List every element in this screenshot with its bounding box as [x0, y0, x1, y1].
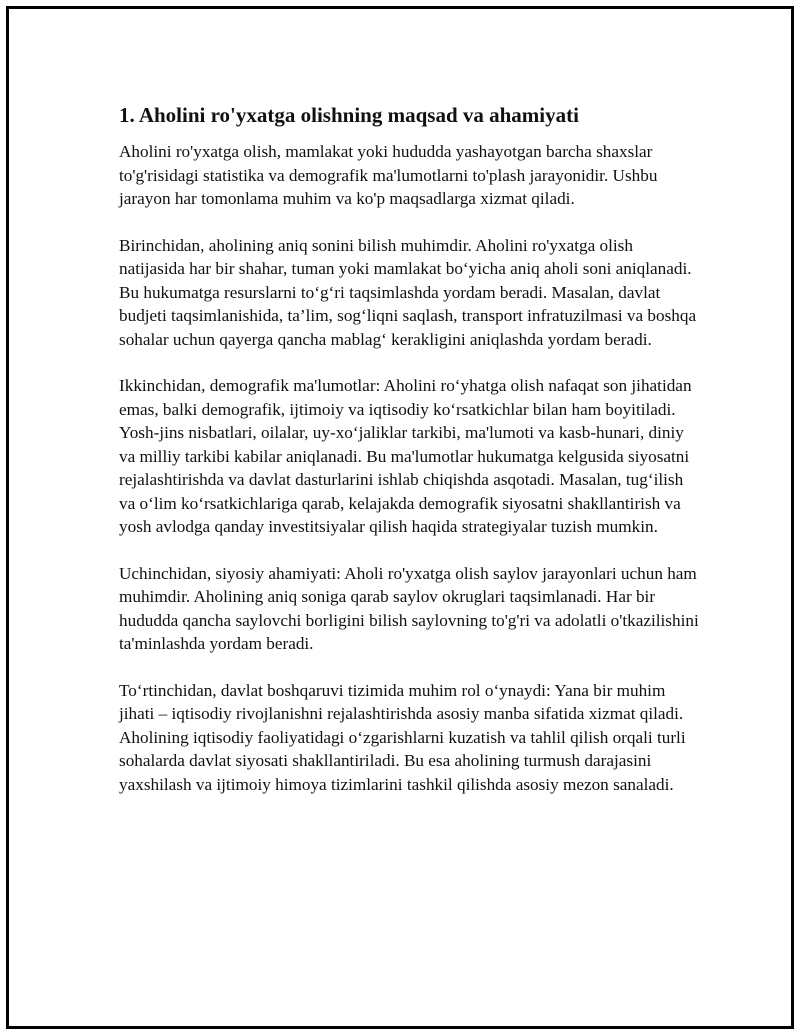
document-body	[119, 101, 699, 819]
paragraph-third: Uchinchidan, siyosiy ahamiyati: Aholi ro'yxatga olish saylov jarayonlari uchun ham muhimdir. Aholining aniq soniga qarab saylov okruglari taqsimlanadi. Har bir hududda qancha saylovchi borligini bilish saylovning to'g'ri va adolatli o'tkazilishini ta'minlashda yordam beradi.	[119, 563, 699, 653]
page-frame	[6, 6, 794, 1029]
section-heading: 1. Aholini ro'yxatga olishning maqsad va ahamiyati	[119, 103, 579, 127]
paragraph-fourth: To‘rtinchidan, davlat boshqaruvi tizimida muhim rol o‘ynaydi: Yana bir muhim jihati – iqtisodiy rivojlanishni rejalashtirishda asosiy manba sifatida xizmat qiladi. Aholining iqtisodiy faoliyatidagi o‘zgarishlarni kuzatish va tahlil qilish orqali turli sohalarda davlat siyosati shakllantiriladi. Bu esa aholining turmush darajasini yaxshilash va ijtimoiy himoya tizimlarini tashkil qilishda asosiy mezon sanaladi.	[119, 680, 686, 794]
paragraph-first: Birinchidan, aholining aniq sonini bilish muhimdir. Aholini ro'yxatga olish natijasida har bir shahar, tuman yoki mamlakat bo‘yicha aniq aholi soni aniqlanadi. Bu hukumatga resurslarni to‘g‘ri taqsimlashda yordam beradi. Masalan, davlat budjeti taqsimlanishida, ta’lim, sog‘liqni saqlash, transport infratuzilmasi va boshqa sohalar uchun qayerga qancha mablag‘ kerakligini aniqlashda yordam beradi.	[119, 235, 697, 349]
paragraph-intro: Aholini ro'yxatga olish, mamlakat yoki hududda yashayotgan barcha shaxslar to'g'risidagi statistika va demografik ma'lumotlarni to'plash jarayonidir. Ushbu jarayon har tomonlama muhim va ko'p maqsadlarga xizmat qiladi.	[119, 142, 658, 208]
paragraph-second: Ikkinchidan, demografik ma'lumotlar: Aholini ro‘yhatga olish nafaqat son jihatidan emas, balki demografik, ijtimoiy va iqtisodiy ko‘rsatkichlar bilan ham boyitiladi. Yosh-jins nisbatlari, oilalar, uy-xo‘jaliklar tarkibi, ma'lumoti va kasb-hunari, diniy va milliy tarkibi kabilar aniqlanadi. Bu ma'lumotlar hukumatga kelgusida siyosatni rejalashtirishda va davlat dasturlarini ishlab chiqishda asqotadi. Masalan, tug‘ilish va o‘lim ko‘rsatkichlariga qarab, kelajakda demografik siyosatni shakllantirish va yosh avlodga qanday investitsiyalar qilish haqida strategiyalar tuzish mumkin.	[119, 376, 692, 536]
